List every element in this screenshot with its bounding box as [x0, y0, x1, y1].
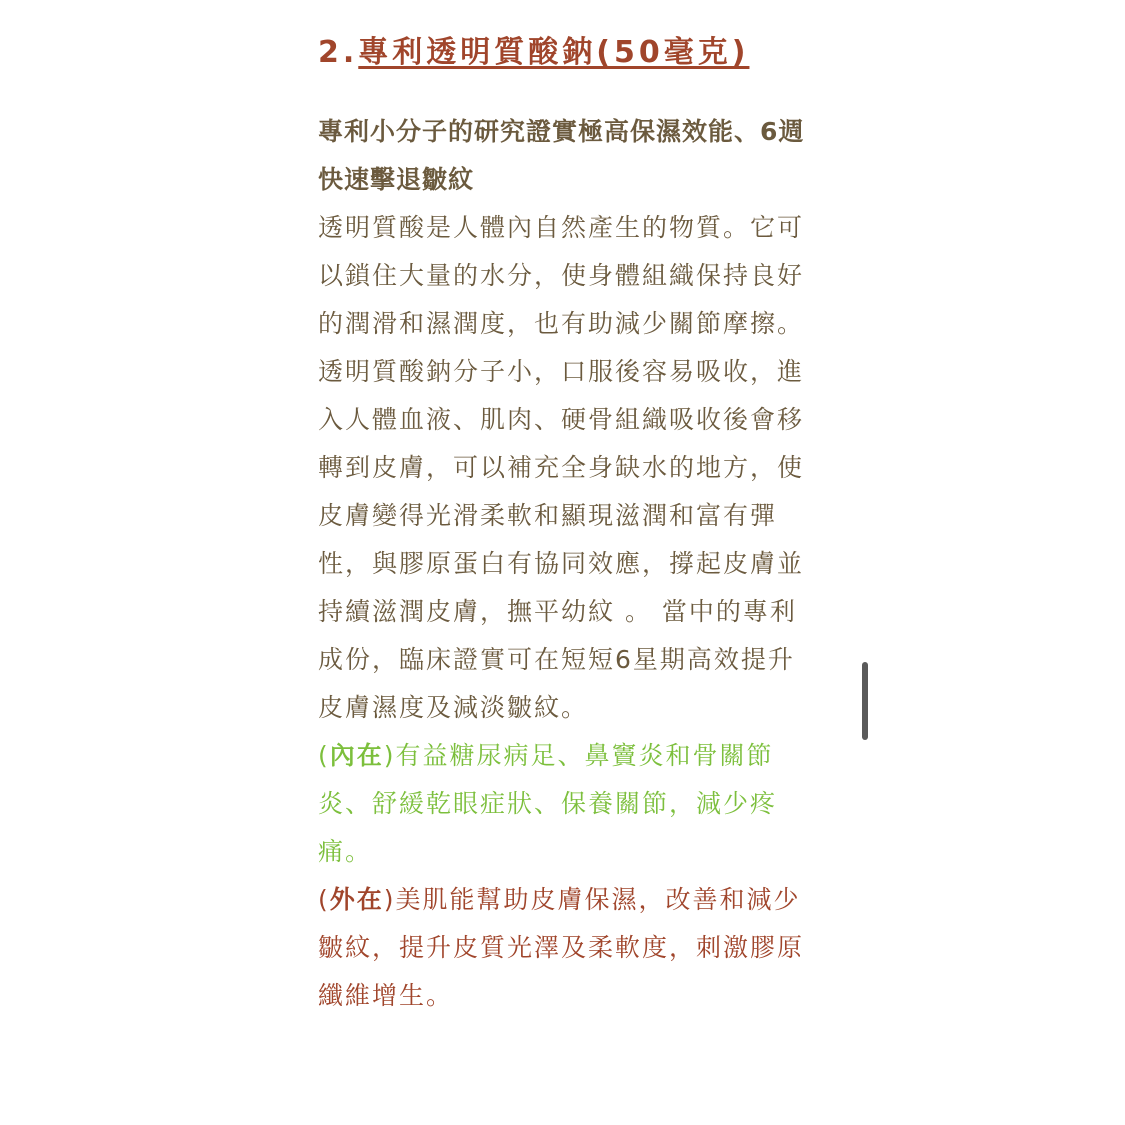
inner-benefits — [318, 732, 818, 876]
inner-close-paren: ) — [383, 741, 396, 770]
outer-tag: 外在 — [329, 885, 384, 914]
outer-open-paren: ( — [318, 885, 330, 914]
outer-close-paren: ) — [383, 885, 396, 914]
inner-text: 有益糖尿病足、鼻竇炎和骨關節炎、舒緩乾眼症狀、保養關節，減少疼痛。 — [318, 741, 778, 866]
article-section — [318, 30, 818, 1020]
inner-tag: 內在 — [329, 741, 384, 770]
section-title: 專利透明質酸鈉(50毫克) — [358, 35, 750, 70]
outer-benefits — [318, 876, 818, 1020]
subheading: 專利小分子的研究證實極高保濕效能、6週快速擊退皺紋 — [318, 117, 805, 194]
section-heading — [318, 30, 818, 76]
body-paragraph: 透明質酸是人體內自然產生的物質。它可以鎖住大量的水分，使身體組織保持良好的潤滑和濕潤度，也有助減少關節摩擦。透明質酸鈉分子小，口服後容易吸收，進入人體血液、肌肉、硬骨組織吸收後會移轉到皮膚，可以補充全身缺水的地方，使皮膚變得光滑柔軟和顯現滋潤和富有彈性，與膠原蛋白有協同效應，撐起皮膚並持續滋潤皮膚，撫平幼紋 。 當中的專利成份，臨床證實可在短短6星期高效提升皮膚濕度及減淡皺紋。 — [318, 213, 805, 722]
section-number: 2. — [318, 35, 359, 70]
inner-open-paren: ( — [318, 741, 330, 770]
outer-text: 美肌能幫助皮膚保濕，改善和減少皺紋，提升皮質光澤及柔軟度，刺激膠原纖維增生。 — [318, 885, 805, 1010]
scrollbar-thumb[interactable] — [862, 662, 868, 740]
